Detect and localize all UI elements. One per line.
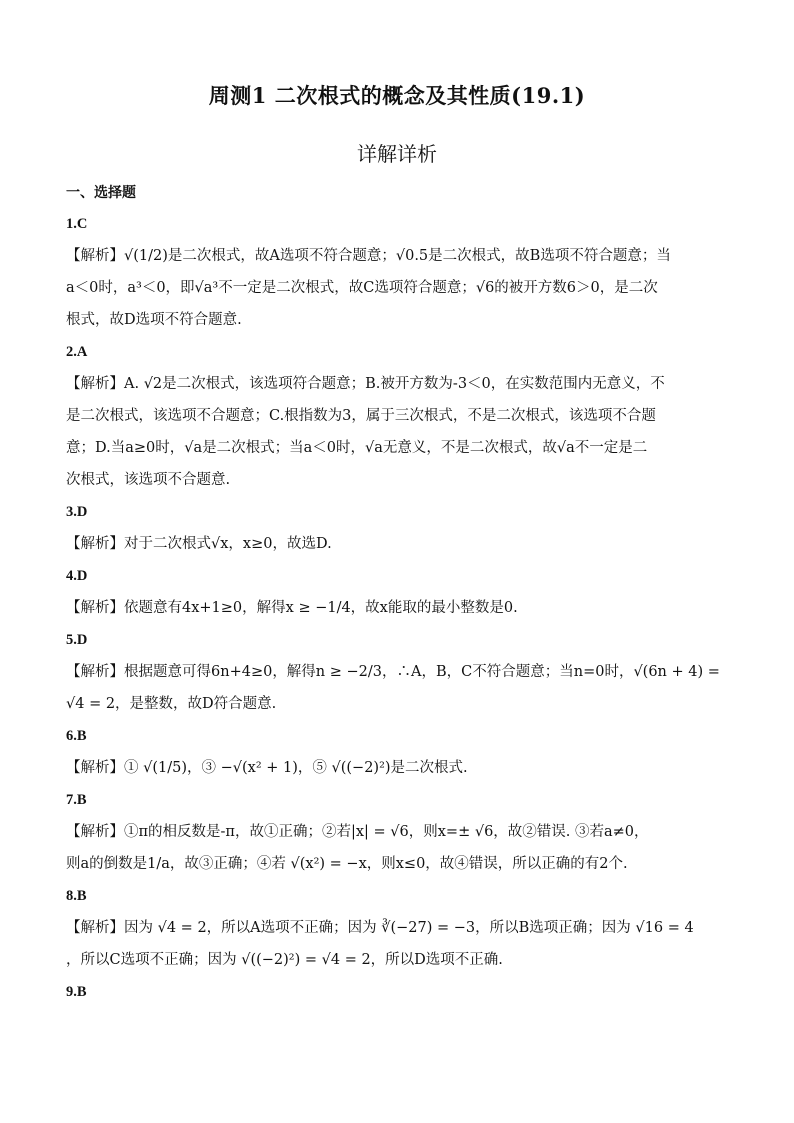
question-number: 5.D <box>66 632 88 648</box>
explanation-line: 【解析】因为 √4 = 2，所以A选项不正确；因为 ∛(−27) = −3，所以B选项正确；因为 √16 = 4 <box>66 920 694 936</box>
question-number: 8.B <box>66 888 87 904</box>
explanation-line: 【解析】√(1/2)是二次根式，故A选项不符合题意；√0.5是二次根式，故B选项不符合题意；当 <box>66 248 671 264</box>
question-number: 7.B <box>66 792 87 808</box>
page-title: 周测1 二次根式的概念及其性质(19.1) <box>208 83 586 108</box>
explanation-line: 根式，故D选项不符合题意. <box>66 312 242 328</box>
answer-list <box>66 208 730 1008</box>
explanation-line: 则a的倒数是1/a，故③正确；④若 √(x²) = −x，则x≤0，故④错误，所以正确的有2个. <box>66 856 628 872</box>
question-number: 3.D <box>66 504 88 520</box>
section-heading: 一、选择题 <box>66 185 136 201</box>
question-number: 1.C <box>66 216 88 232</box>
explanation-line: √4 = 2，是整数，故D符合题意. <box>66 696 277 712</box>
explanation-line: 【解析】① √(1/5)，③ −√(x² + 1)，⑤ √((−2)²)是二次根式. <box>66 760 468 776</box>
explanation-line: 【解析】对于二次根式√x，x≥0，故选D. <box>66 536 332 552</box>
page-subtitle: 详解详析 <box>357 142 437 166</box>
explanation-line: ，所以C选项不正确；因为 √((−2)²) = √4 = 2，所以D选项不正确. <box>66 952 503 968</box>
question-number: 9.B <box>66 984 87 1000</box>
explanation-line: 【解析】A. √2是二次根式，该选项符合题意；B.被开方数为-3＜0，在实数范围内无意义，不 <box>66 376 665 392</box>
explanation-line: 【解析】依题意有4x+1≥0，解得x ≥ −1/4，故x能取的最小整数是0. <box>66 600 518 616</box>
question-number: 4.D <box>66 568 88 584</box>
explanation-line: 是二次根式，该选项不合题意；C.根指数为3，属于三次根式，不是二次根式，该选项不合题 <box>66 408 656 424</box>
explanation-line: 【解析】①π的相反数是-π，故①正确；②若|x| = √6，则x=± √6，故②错误. ③若a≠0， <box>66 824 649 840</box>
explanation-line: 意；D.当a≥0时，√a是二次根式；当a＜0时，√a无意义，不是二次根式，故√a不一定是二 <box>66 440 648 456</box>
explanation-line: a＜0时，a³＜0，即√a³不一定是二次根式，故C选项符合题意；√6的被开方数6＞0，是二次 <box>66 280 658 296</box>
question-number: 2.A <box>66 344 88 360</box>
explanation-line: 次根式，该选项不合题意. <box>66 472 231 488</box>
explanation-line: 【解析】根据题意可得6n+4≥0，解得n ≥ −2/3，∴A，B，C不符合题意；当n=0时，√(6n + 4) = <box>66 664 720 680</box>
question-number: 6.B <box>66 728 87 744</box>
